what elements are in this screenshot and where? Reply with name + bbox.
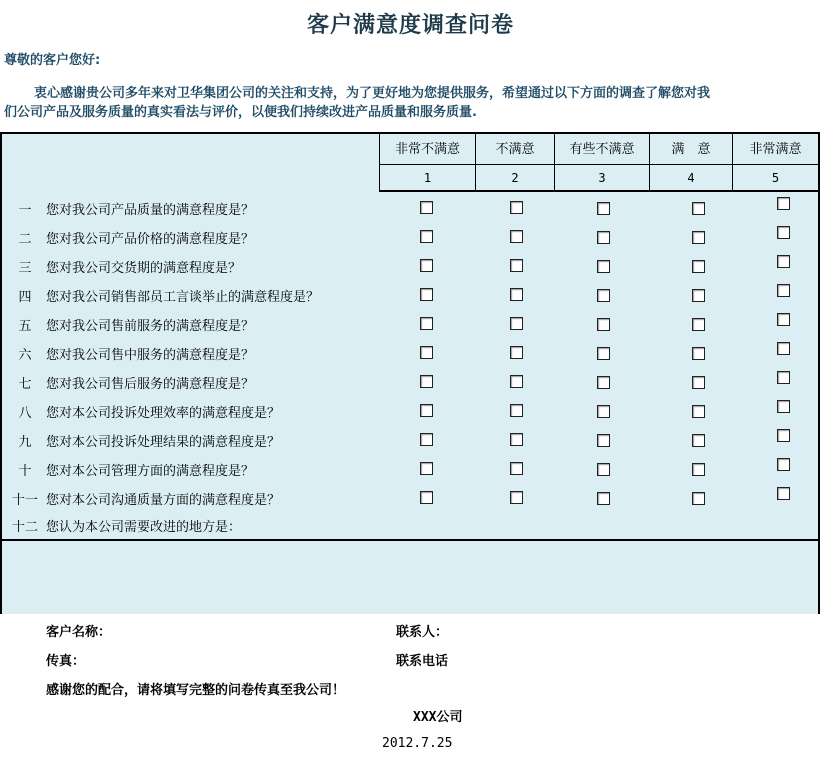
- rating-checkbox-1[interactable]: [420, 433, 433, 446]
- scale-number-2: 2: [475, 165, 554, 192]
- question-row: [2, 223, 818, 252]
- scale-label-dissatisfied: 不满意: [475, 134, 554, 165]
- scale-label-somewhat-dissatisfied: 有些不满意: [554, 134, 649, 165]
- rating-checkbox-5[interactable]: [777, 487, 790, 500]
- question-row: [2, 310, 818, 339]
- rating-checkbox-1[interactable]: [420, 491, 433, 504]
- rating-checkbox-1[interactable]: [420, 346, 433, 359]
- rating-checkbox-1[interactable]: [420, 462, 433, 475]
- scale-number-4: 4: [649, 165, 732, 192]
- rating-checkbox-3[interactable]: [597, 202, 610, 215]
- question-number: 二: [18, 232, 32, 247]
- question-row: [2, 281, 818, 310]
- question-text: 您对本公司投诉处理结果的满意程度是？: [46, 435, 281, 450]
- rating-checkbox-1[interactable]: [420, 288, 433, 301]
- rating-checkbox-4[interactable]: [692, 289, 705, 302]
- rating-checkbox-2[interactable]: [510, 404, 523, 417]
- rating-checkbox-2[interactable]: [510, 491, 523, 504]
- rating-checkbox-4[interactable]: [692, 434, 705, 447]
- question-text: 您对本公司沟通质量方面的满意程度是？: [46, 493, 281, 508]
- fax-label: 传真：: [46, 654, 86, 669]
- rating-checkbox-3[interactable]: [597, 318, 610, 331]
- question-number: 一: [18, 203, 32, 218]
- question-number: 六: [18, 348, 32, 363]
- rating-checkbox-1[interactable]: [420, 375, 433, 388]
- scale-label-very-dissatisfied: 非常不满意: [379, 134, 475, 165]
- rating-checkbox-2[interactable]: [510, 201, 523, 214]
- rating-checkbox-5[interactable]: [777, 255, 790, 268]
- question-row: [2, 194, 818, 223]
- rating-checkbox-3[interactable]: [597, 405, 610, 418]
- rating-checkbox-4[interactable]: [692, 405, 705, 418]
- question-row: [2, 455, 818, 484]
- rating-checkbox-3[interactable]: [597, 260, 610, 273]
- rating-checkbox-1[interactable]: [420, 230, 433, 243]
- rating-checkbox-2[interactable]: [510, 346, 523, 359]
- rating-checkbox-2[interactable]: [510, 375, 523, 388]
- question-row: [2, 397, 818, 426]
- question-row: [2, 339, 818, 368]
- rating-checkbox-5[interactable]: [777, 342, 790, 355]
- contact-person-label: 联系人：: [396, 625, 449, 640]
- question-text: 您认为本公司需要改进的地方是：: [46, 520, 242, 535]
- intro-paragraph: [4, 84, 818, 122]
- question-number: 三: [18, 261, 32, 276]
- rating-checkbox-1[interactable]: [420, 404, 433, 417]
- rating-checkbox-5[interactable]: [777, 226, 790, 239]
- rating-checkbox-5[interactable]: [777, 458, 790, 471]
- question-number: 十: [18, 464, 32, 479]
- rating-checkbox-5[interactable]: [777, 400, 790, 413]
- intro-line-1: 衷心感谢贵公司多年来对卫华集团公司的关注和支持，为了更好地为您提供服务，希望通过以下方面的调查了解您对我: [34, 86, 711, 101]
- question-row: [2, 484, 818, 513]
- rating-checkbox-2[interactable]: [510, 230, 523, 243]
- question-row: [2, 252, 818, 281]
- question-number: 八: [18, 406, 32, 421]
- question-row: [2, 426, 818, 455]
- scale-number-3: 3: [554, 165, 649, 192]
- customer-name-label: 客户名称：: [46, 625, 112, 640]
- rating-checkbox-5[interactable]: [777, 197, 790, 210]
- rating-checkbox-5[interactable]: [777, 429, 790, 442]
- question-number: 七: [18, 377, 32, 392]
- rating-checkbox-2[interactable]: [510, 317, 523, 330]
- question-text: 您对我公司销售部员工言谈举止的满意程度是？: [46, 290, 320, 305]
- rating-checkbox-2[interactable]: [510, 462, 523, 475]
- rating-checkbox-1[interactable]: [420, 317, 433, 330]
- rating-checkbox-2[interactable]: [510, 433, 523, 446]
- improvement-answer-area[interactable]: [2, 539, 818, 614]
- rating-checkbox-1[interactable]: [420, 259, 433, 272]
- rating-checkbox-4[interactable]: [692, 492, 705, 505]
- question-number: 十二: [11, 520, 38, 535]
- greeting: 尊敬的客户您好:: [4, 53, 101, 68]
- question-text: 您对本公司投诉处理效率的满意程度是？: [46, 406, 281, 421]
- rating-checkbox-5[interactable]: [777, 284, 790, 297]
- question-text: 您对我公司售前服务的满意程度是？: [46, 319, 255, 334]
- rating-checkbox-3[interactable]: [597, 289, 610, 302]
- question-number: 四: [18, 290, 32, 305]
- question-text: 您对我公司售后服务的满意程度是？: [46, 377, 255, 392]
- rating-checkbox-3[interactable]: [597, 434, 610, 447]
- rating-checkbox-3[interactable]: [597, 376, 610, 389]
- rating-checkbox-3[interactable]: [597, 463, 610, 476]
- rating-checkbox-3[interactable]: [597, 492, 610, 505]
- rating-checkbox-4[interactable]: [692, 463, 705, 476]
- contact-phone-label: 联系电话: [396, 654, 449, 669]
- rating-checkbox-4[interactable]: [692, 318, 705, 331]
- open-question-row: [2, 511, 818, 540]
- question-number: 十一: [11, 493, 38, 508]
- company-name: XXX公司: [413, 710, 463, 725]
- rating-checkbox-3[interactable]: [597, 347, 610, 360]
- scale-number-5: 5: [732, 165, 818, 192]
- question-number: 九: [18, 435, 32, 450]
- rating-checkbox-4[interactable]: [692, 231, 705, 244]
- survey-form: [0, 132, 820, 614]
- rating-checkbox-5[interactable]: [777, 371, 790, 384]
- scale-number-1: 1: [379, 165, 475, 192]
- rating-checkbox-2[interactable]: [510, 259, 523, 272]
- thanks-note: 感谢您的配合，请将填写完整的问卷传真至我公司！: [46, 683, 346, 698]
- question-text: 您对本公司管理方面的满意程度是？: [46, 464, 255, 479]
- survey-date: 2012.7.25: [382, 736, 453, 751]
- rating-checkbox-3[interactable]: [597, 231, 610, 244]
- question-text: 您对我公司交货期的满意程度是？: [46, 261, 242, 276]
- rating-checkbox-1[interactable]: [420, 201, 433, 214]
- rating-checkbox-2[interactable]: [510, 288, 523, 301]
- question-number: 五: [18, 319, 32, 334]
- rating-checkbox-4[interactable]: [692, 376, 705, 389]
- question-row: [2, 368, 818, 397]
- question-text: 您对我公司售中服务的满意程度是？: [46, 348, 255, 363]
- question-text: 您对我公司产品质量的满意程度是？: [46, 203, 255, 218]
- rating-checkbox-4[interactable]: [692, 202, 705, 215]
- page-title: 客户满意度调查问卷: [306, 12, 514, 38]
- intro-line-2: 们公司产品及服务质量的真实看法与评价，以便我们持续改进产品质量和服务质量.: [4, 105, 477, 120]
- rating-checkbox-4[interactable]: [692, 260, 705, 273]
- question-text: 您对我公司产品价格的满意程度是？: [46, 232, 255, 247]
- rating-checkbox-4[interactable]: [692, 347, 705, 360]
- rating-checkbox-5[interactable]: [777, 313, 790, 326]
- scale-label-very-satisfied: 非常满意: [732, 134, 818, 165]
- scale-label-satisfied: 满 意: [649, 134, 732, 165]
